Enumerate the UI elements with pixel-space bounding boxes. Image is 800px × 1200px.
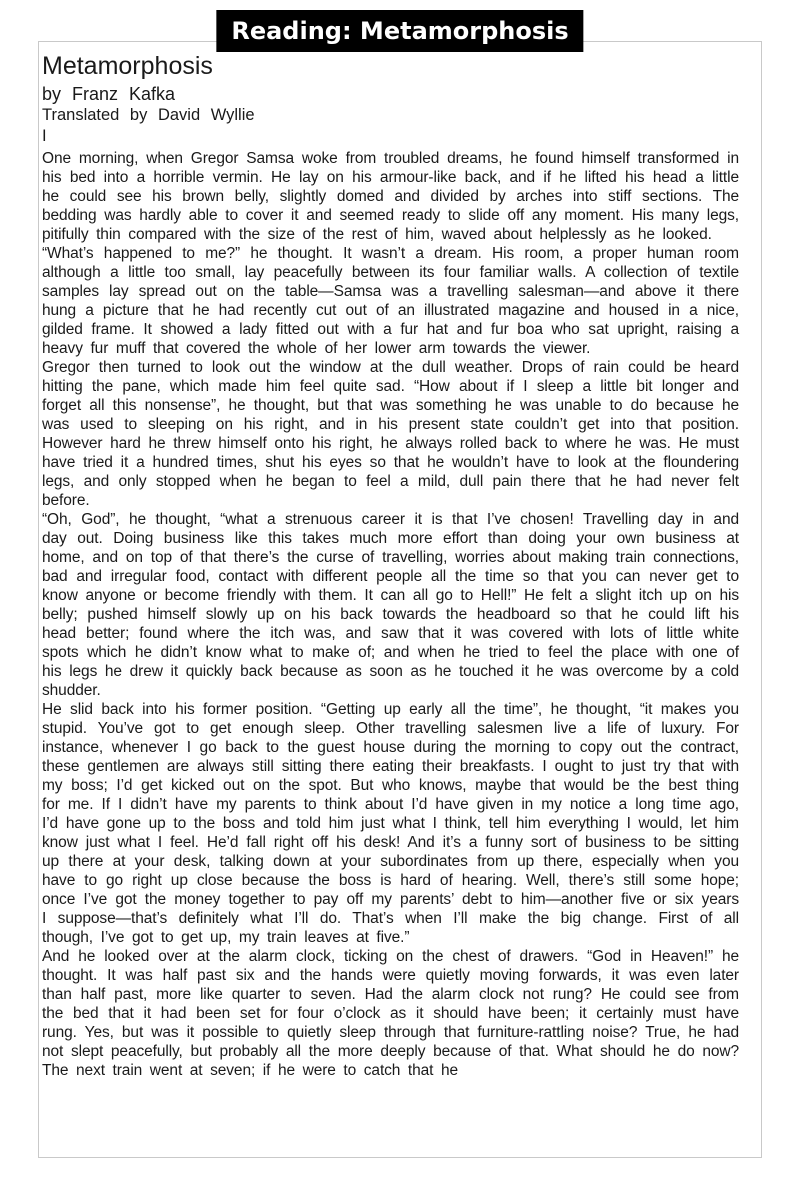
- chapter-heading: I: [42, 127, 47, 145]
- book-text: [42, 149, 739, 1080]
- paragraph: And he looked over at the alarm clock, ticking on the chest of drawers. “God in Heaven!” he thought. It was half past six and the hands were quietly moving forwards, it was even later than half past, more like quarter to seven. Had the alarm clock not rung? He could see from the bed that it had been set for four o’clock as it should have been; it certainly must have rung. Yes, but was it possible to quietly sleep through that furniture-rattling noise? True, he had not slept peacefully, but probably all the more deeply because of that. What should he do now? The next train went at seven; if he were to catch that he: [42, 948, 739, 1079]
- reading-banner-label: Reading: Metamorphosis: [231, 17, 569, 45]
- paragraph: Gregor then turned to look out the window at the dull weather. Drops of rain could be heard hitting the pane, which made him feel quite sad. “How about if I sleep a little bit longer and forget all this nonsense”, he thought, but that was something he was unable to do because he was used to sleeping on his right, and in his present state couldn’t get into that position. However hard he threw himself onto his right, he always rolled back to where he was. He must have tried it a hundred times, shut his eyes so that he wouldn’t have to look at the floundering legs, and only stopped when he began to feel a mild, dull pain there that he had never felt before.: [42, 359, 739, 509]
- paragraph: “Oh, God”, he thought, “what a strenuous career it is that I’ve chosen! Travelling day in and day out. Doing business like this takes much more effort than doing your own business at home, and on top of that there’s the curse of travelling, worries about making train connections, bad and irregular food, contact with different people all the time so that you can never get to know anyone or become friendly with them. It can all go to Hell!” He felt a slight itch up on his belly; pushed himself slowly up on his back towards the headboard so that he could lift his head better; found where the itch was, and saw that it was covered with lots of little white spots which he didn’t know what to make of; and when he tried to feel the place with one of his legs he drew it quickly back because as soon as he touched it he was overcome by a cold shudder.: [42, 511, 739, 699]
- paragraph: He slid back into his former position. “Getting up early all the time”, he thought, “it makes you stupid. You’ve got to get enough sleep. Other travelling salesmen live a life of luxury. For instance, whenever I go back to the guest house during the morning to copy out the contract, these gentlemen are always still sitting there eating their breakfasts. I ought to just try that with my boss; I’d get kicked out on the spot. But who knows, maybe that would be the best thing for me. If I didn’t have my parents to think about I’d have given in my notice a long time ago, I’d have gone up to the boss and told him just what I think, tell him everything I would, let him know just what I feel. He’d fall right off his desk! And it’s a funny sort of business to be sitting up there at your desk, talking down at your subordinates from up there, especially when you have to go right up close because the boss is hard of hearing. Well, there’s still some hope; once I’ve got the money together to pay off my parents’ debt to him—another five or six years I suppose—that’s definitely what I’ll do. That’s when I’ll make the big change. First of all though, I’ve got to get up, my train leaves at five.”: [42, 701, 739, 946]
- book-translator: Translated by David Wyllie: [42, 106, 255, 124]
- book-author: by Franz Kafka: [42, 84, 176, 104]
- reading-banner: [216, 10, 583, 52]
- paragraph: One morning, when Gregor Samsa woke from troubled dreams, he found himself transformed in his bed into a horrible vermin. He lay on his armour-like back, and if he lifted his head a little he could see his brown belly, slightly domed and divided by arches into stiff sections. The bedding was hardly able to cover it and seemed ready to slide off any moment. His many legs, pitifully thin compared with the size of the rest of him, waved about helplessly as he looked.: [42, 150, 739, 243]
- book-title: Metamorphosis: [42, 52, 213, 80]
- reading-pane[interactable]: [38, 41, 762, 1158]
- paragraph: “What’s happened to me?” he thought. It wasn’t a dream. His room, a proper human room although a little too small, lay peacefully between its four familiar walls. A collection of textile samples lay spread out on the table—Samsa was a travelling salesman—and above it there hung a picture that he had recently cut out of an illustrated magazine and housed in a nice, gilded frame. It showed a lady fitted out with a fur hat and fur boa who sat upright, raising a heavy fur muff that covered the whole of her lower arm towards the viewer.: [42, 245, 739, 357]
